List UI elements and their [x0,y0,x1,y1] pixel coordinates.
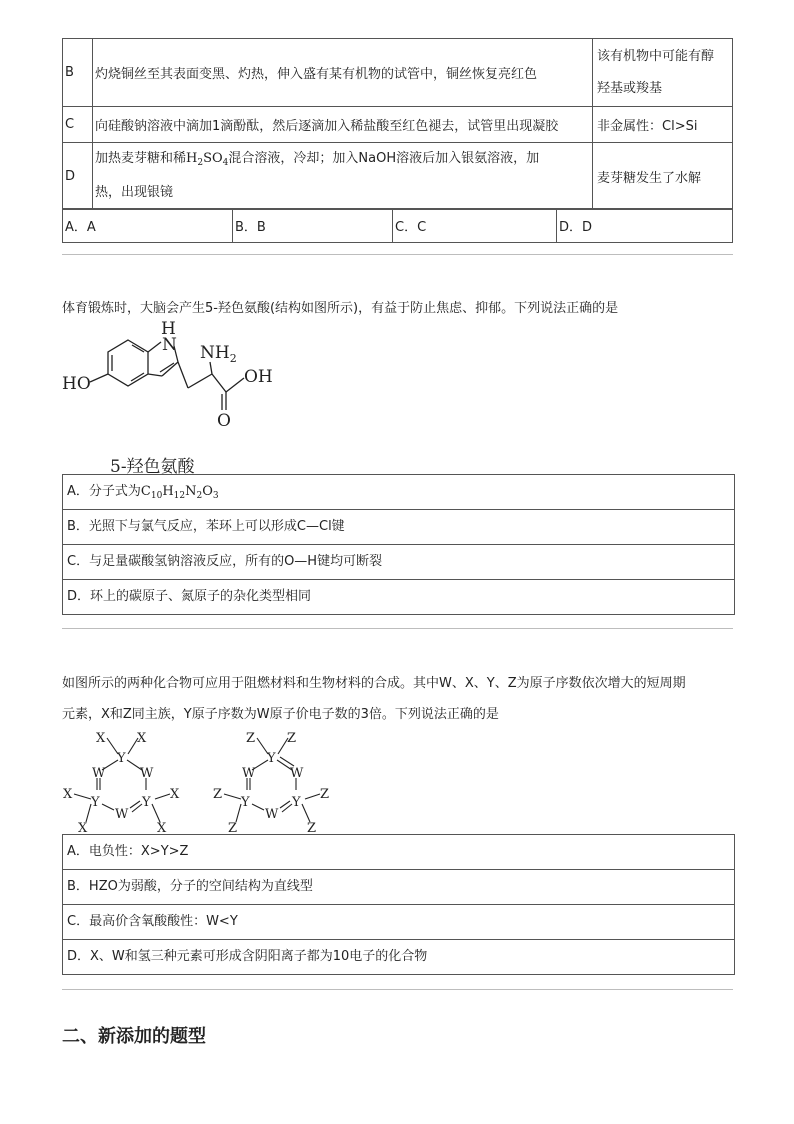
section-heading: 二、新添加的题型 [62,1026,206,1047]
atom-w: W [115,807,129,822]
divider [62,989,733,990]
choice-d[interactable]: D．D [557,209,733,243]
compound-structures [60,728,360,834]
atom-x: X [63,787,73,802]
atom-w: W [242,766,256,781]
row-description: 灼烧铜丝至其表面变黑、灼热，伸入盛有某有机物的试管中，铜丝恢复亮红色 [93,39,593,107]
option-d[interactable]: D．X、W和氢三种元素可形成含阴阳离子都为10电子的化合物 [67,949,428,964]
atom-w: W [92,766,106,781]
atom-w: W [265,807,279,822]
figure-caption: 5-羟色氨酸 [110,457,195,477]
atom-y: Y [267,751,276,766]
option-a[interactable] [63,475,734,510]
atom-w: W [290,766,304,781]
atom-label: HO [62,374,91,394]
atom-label: OH [244,367,273,387]
q2-options [62,474,735,615]
experiment-table [62,38,733,210]
atom-z: Z [228,821,238,834]
option-text: A．分子式为 [67,484,141,499]
atom-label: NH [200,343,230,363]
divider [62,628,733,629]
atom-y: Y [241,795,250,810]
atom-label: N [162,335,177,355]
question-stem-line: 如图所示的两种化合物可应用于阻燃材料和生物材料的合成。其中W、X、Y、Z为原子序数依次增大的短周期 [62,676,686,691]
atom-label: O [217,411,231,431]
atom-label: $NH_2$ [200,343,237,365]
desc-text: 热，出现银镜 [95,185,174,200]
molecular-formula: $C_{10}H_{12}N_2O_3$ [140,484,219,501]
choice-b[interactable]: B．B [233,209,393,243]
atom-y: Y [142,795,151,810]
atom-z: Z [213,787,223,802]
sulfuric-acid-formula: $H_2SO_4$ [186,151,229,168]
atom-x: X [157,821,167,834]
atom-x: X [96,731,106,746]
option-b[interactable]: B．HZO为弱酸，分子的空间结构为直线型 [63,870,734,905]
row-label: D [63,143,93,210]
answer-choices [62,208,733,243]
row-label: C [63,107,93,143]
conclusion-line: 羟基或羧基 [597,80,663,96]
row-conclusion: 麦芽糖发生了水解 [593,143,733,210]
row-label: B [63,39,93,107]
conclusion-line: 该有机物中可能有醇 [597,48,715,64]
q3-options [62,834,735,975]
desc-text: 加热麦芽糖和稀 [95,151,187,166]
row-conclusion: 非金属性：Cl>Si [593,107,733,143]
row-description [93,143,593,210]
atom-y: Y [117,751,126,766]
atom-z: Z [320,787,330,802]
atom-y: Y [91,795,100,810]
atom-z: Z [287,731,297,746]
option-d[interactable]: D．环上的碳原子、氮原子的杂化类型相同 [67,589,312,604]
option-b[interactable]: B．光照下与氯气反应，苯环上可以形成C—Cl键 [63,510,734,545]
row-description: 向硅酸钠溶液中滴加1滴酚酞，然后逐滴加入稀盐酸至红色褪去，试管里出现凝胶 [93,107,593,143]
question-stem-line: 元素，X和Z同主族，Y原子序数为W原子价电子数的3倍。下列说法正确的是 [62,707,499,722]
choice-c[interactable]: C．C [393,209,557,243]
atom-z: Z [307,821,317,834]
divider [62,254,733,255]
choice-a[interactable]: A．A [63,209,233,243]
option-c[interactable]: C．最高价含氧酸酸性：W<Y [63,905,734,940]
row-conclusion [593,39,733,107]
atom-w: W [140,766,154,781]
desc-text: 混合溶液，冷却；加入NaOH溶液后加入银氨溶液，加 [228,151,540,166]
atom-x: X [170,787,180,802]
question-stem: 体育锻炼时，大脑会产生5-羟色氨酸(结构如图所示)，有益于防止焦虑、抑郁。下列说法正确的是 [62,301,619,316]
atom-label: H [161,319,176,339]
option-a[interactable]: A．电负性：X>Y>Z [63,835,734,870]
atom-z: Z [246,731,256,746]
atom-x: X [137,731,147,746]
option-c[interactable]: C．与足量碳酸氢钠溶液反应，所有的O—H键均可断裂 [63,545,734,580]
atom-y: Y [292,795,301,810]
atom-x: X [78,821,88,834]
